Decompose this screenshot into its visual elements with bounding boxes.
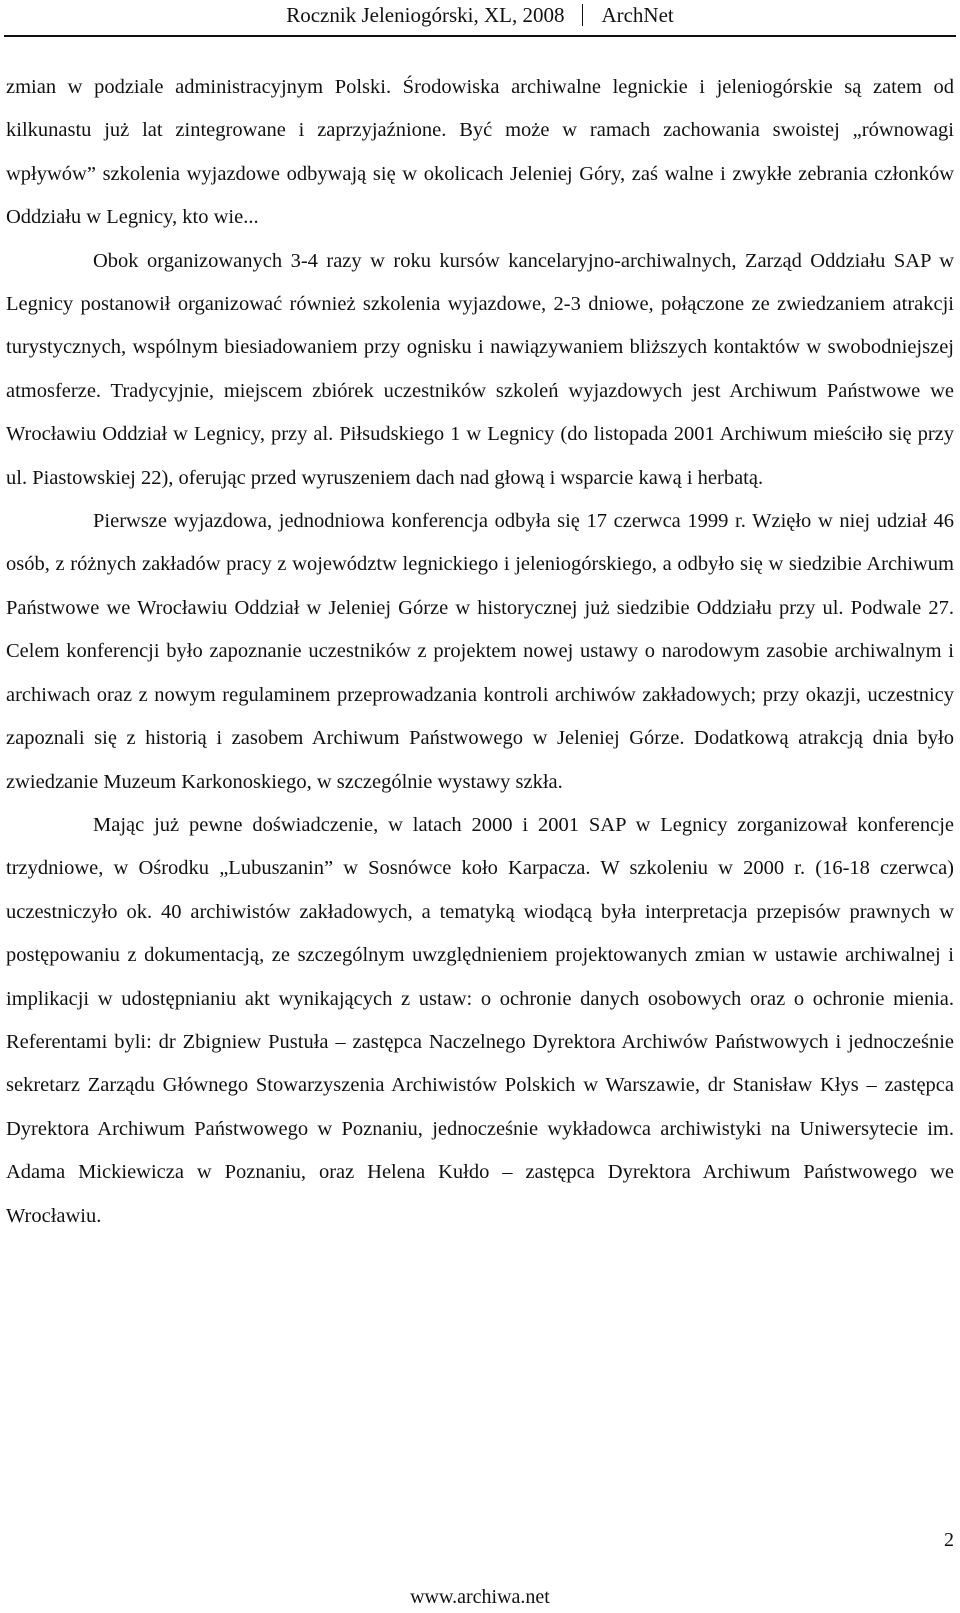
- site-name: ArchNet: [601, 3, 674, 27]
- footer-url: www.archiwa.net: [410, 1586, 550, 1608]
- page-number: 2: [944, 1529, 954, 1551]
- header-rule: [4, 35, 956, 37]
- paragraph: Mając już pewne doświadczenie, w latach 2000 i 2001 SAP w Legnicy zorganizował konferencje trzydniowe, w Ośrodku „Lubuszanin” w Sosnówce koło Karpacza. W szkoleniu w 2000 r. (16-18 czerwca) uczestniczyło ok. 40 archiwistów zakładowych, a tematyką wiodącą była interpretacja przepisów prawnych w postępowaniu z dokumentacją, ze szczególnym uwzględnieniem projektowanych zmian w ustawie archiwalnej i implikacji w udostępnianiu akt wynikających z ustaw: o ochronie danych osobowych oraz o ochronie mienia. Referentami byli: dr Zbigniew Pustuła – zastępca Naczelnego Dyrektora Archiwów Państwowych i jednocześnie sekretarz Zarządu Głównego Stowarzyszenia Archiwistów Polskich w Warszawie, dr Stanisław Kłys – zastępca Dyrektora Archiwum Państwowego w Poznaniu, jednocześnie wykładowca archiwistyki na Uniwersytecie im. Adama Mickiewicza w Poznaniu, oraz Helena Kułdo – zastępca Dyrektora Archiwum Państwowego we Wrocławiu.: [6, 813, 954, 1227]
- paragraph-continuation: zmian w podziale administracyjnym Polski. Środowiska archiwalne legnickie i jeleniogórskie są zatem od kilkunastu już lat zintegrowane i zaprzyjaźnione. Być może w ramach zachowania swoistej „równowagi wpływów” szkolenia wyjazdowe odbywają się w okolicach Jeleniej Góry, zaś walne i zwykłe zebrania członków Oddziału w Legnicy, kto wie...: [6, 76, 954, 229]
- running-header: [0, 0, 960, 30]
- header-separator: [582, 4, 583, 26]
- journal-title: Rocznik Jeleniogórski, XL, 2008: [286, 3, 565, 27]
- paragraph: Pierwsze wyjazdowa, jednodniowa konferencja odbyła się 17 czerwca 1999 r. Wzięło w niej udział 46 osób, z różnych zakładów pracy z województw legnickiego i jeleniogórskiego, a odbyło się w siedzibie Archiwum Państwowe we Wrocławiu Oddział w Jeleniej Górze w historycznej już siedzibie Oddziału przy ul. Podwale 27. Celem konferencji było zapoznanie uczestników z projektem nowej ustawy o narodowym zasobie archiwalnym i archiwach oraz z nowym regulaminem przeprowadzania kontroli archiwów zakładowych; przy okazji, uczestnicy zapoznali się z historią i zasobem Archiwum Państwowego w Jeleniej Górze. Dodatkową atrakcją dnia było zwiedzanie Muzeum Karkonoskiego, w szczególnie wystawy szkła.: [6, 510, 954, 793]
- paragraph: Obok organizowanych 3-4 razy w roku kursów kancelaryjno-archiwalnych, Zarząd Oddziału SAP w Legnicy postanowił organizować również szkolenia wyjazdowe, 2-3 dniowe, połączone ze zwiedzaniem atrakcji turystycznych, wspólnym biesiadowaniem przy ognisku i nawiązywaniem bliższych kontaktów w swobodniejszej atmosferze. Tradycyjnie, miejscem zbiórek uczestników szkoleń wyjazdowych jest Archiwum Państwowe we Wrocławiu Oddział w Legnicy, przy al. Piłsudskiego 1 w Legnicy (do listopada 2001 Archiwum mieściło się przy ul. Piastowskiej 22), oferując przed wyruszeniem dach nad głową i wsparcie kawą i herbatą.: [6, 249, 954, 489]
- article-body: [6, 66, 954, 1238]
